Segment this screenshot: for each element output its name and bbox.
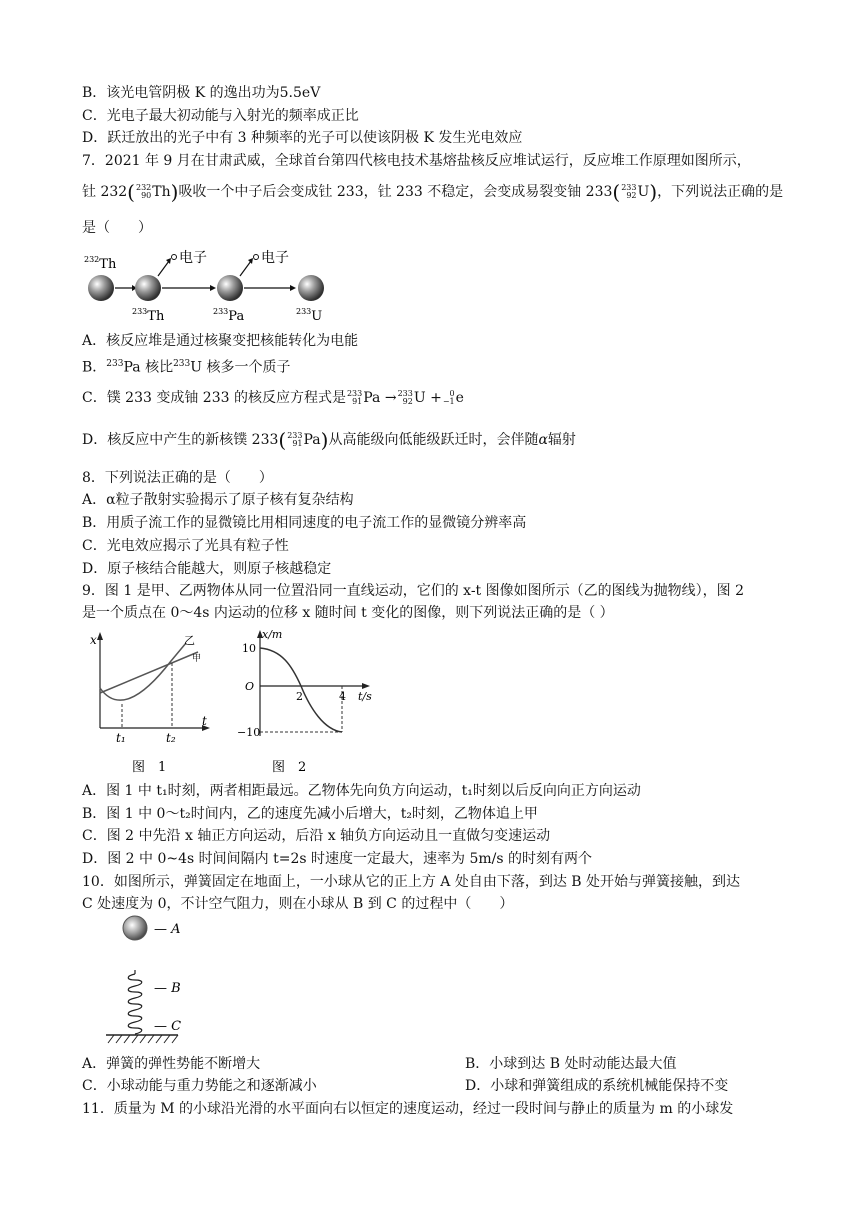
q7-nucleus-th233 [135,275,161,301]
q7-stem-line2: 钍 232( 232 90 Th)吸收一个中子后会变成钍 233，钍 233 不稳定，会变成易裂变铀 233( 233 92 U)，下列说法正确的是 [82,180,784,204]
q7-label-u233: $^{233}$U [296,307,323,324]
q7-stem-end: ，下列说法正确的是 [657,184,784,200]
q7-u-sym: U [637,184,650,200]
q6-option-d: D．跃迁放出的光子中有 3 种频率的光子可以使该阴极 K 发生光电效应 [82,130,523,146]
q10-option-c: C．小球动能与重力势能之和逐渐减小 [82,1078,317,1094]
q9-fig1-caption: 图 1 [132,760,167,775]
q11-stem-line1: 11．质量为 M 的小球沿光滑的水平面向右以恒定的速度运动，经过一段时间与静止的质量为 m 的小球发 [82,1101,734,1117]
q6-option-c: C．光电子最大初动能与入射光的频率成正比 [82,108,359,124]
q7-u-iso: 233 92 [621,183,637,200]
q10-option-d: D．小球和弹簧组成的系统机械能保持不变 [465,1078,729,1094]
q7-nucleus-u233 [298,275,324,301]
q10-options-row1 [82,1054,677,1074]
q9-figure-1 [86,630,226,776]
q9-fig1-jia-label: 甲 [192,654,202,664]
q10-label-b: — B [154,981,181,996]
q10-spring-figure [104,912,214,1044]
q9-fig1-t2-label: t₂ [166,731,176,745]
q10-stem-line2: C 处速度为 0，不计空气阻力，则在小球从 B 到 C 的过程中（ ） [82,896,514,912]
q7-stem-line3: 是（ ） [82,220,152,236]
q9-fig2-tick-4: 4 [339,690,346,703]
q9-fig1-t1-label: t₁ [116,731,126,745]
q7-option-d: D．核反应中产生的新核镤 233( 233 91 Pa)从高能级向低能级跃迁时，会伴随α辐射 [82,428,576,452]
q7-nucleus-pa233 [217,275,243,301]
q9-fig1-x-label: x [90,633,97,647]
q7-th-sym: Th [152,184,171,200]
q9-fig2-tick-2: 2 [296,690,303,703]
q9-fig1-line-jia [100,652,198,693]
q9-stem-line2: 是一个质点在 0～4s 内运动的位移 x 随时间 t 变化的图像，则下列说法正确的是（ ） [82,605,614,621]
q9-stem-line1: 9．图 1 是甲、乙两物体从同一位置沿同一直线运动，它们的 x-t 图像如图所示（乙的图线为抛物线），图 2 [82,583,744,599]
q7-reaction-diagram [82,246,342,326]
q7-electron-label-1: 电子 [179,250,207,266]
q7-th-iso: 232 90 [135,183,152,200]
q9-option-a: A．图 1 中 t₁时刻，两者相距最远。乙物体先向负方向运动，t₁时刻以后反向向正方向运动 [82,783,641,799]
q9-option-c: C．图 2 中先沿 x 轴正方向运动，后沿 x 轴负方向运动且一直做匀变速运动 [82,828,551,844]
q9-option-b: B．图 1 中 0～t₂时间内，乙的速度先减小后增大，t₂时刻，乙物体追上甲 [82,806,538,822]
q8-option-a: A．α粒子散射实验揭示了原子核有复杂结构 [82,492,354,508]
q8-option-d: D．原子核结合能越大，则原子核越稳定 [82,561,332,577]
q7-electron-label-2: 电子 [261,250,289,266]
q9-fig1-curve-yi [100,643,186,700]
q7-option-a: A．核反应堆是通过核聚变把核能转化为电能 [82,333,359,349]
q10-label-a: — A [154,922,181,937]
q10-option-a: A．弹簧的弹性势能不断增大 [82,1056,261,1072]
q9-fig2-y10: 10 [242,642,256,655]
q7-label-th233: $^{233}$Th [132,307,165,324]
q10-stem-line1: 10．如图所示，弹簧固定在地面上，一小球从它的正上方 A 处自由下落，到达 B 处开始与弹簧接触，到达 [82,874,741,890]
q10-spring [128,974,142,1034]
q7-stem-mid: 吸收一个中子后会变成钍 233，钍 233 不稳定，会变成易裂变铀 233 [178,184,613,200]
q9-option-d: D．图 2 中 0~4s 时间间隔内 t=2s 时速度一定最大，速率为 5m/s 的时刻有两个 [82,851,592,867]
q9-fig2-caption: 图 2 [272,760,307,775]
q7-label-pa233: $^{233}$Pa [213,307,245,324]
q9-fig1-yi-label: 乙 [184,634,195,647]
q9-fig2-origin: O [245,680,255,693]
q8-option-b: B．用质子流工作的显微镜比用相同速度的电子流工作的显微镜分辨率高 [82,515,527,531]
q7-label-th232: $^{232}$Th [84,255,117,272]
q9-fig2-y-label: x/m [262,628,283,641]
q6-option-b: B．该光电管阴极 K 的逸出功为5.5eV [82,85,321,101]
q9-figure-2 [236,628,382,776]
q10-options-row2 [82,1076,729,1096]
q8-option-c: C．光电效应揭示了光具有粒子性 [82,538,289,554]
q10-option-b: B．小球到达 B 处时动能达最大值 [465,1056,677,1072]
q9-fig2-ym10: −10 [237,726,261,739]
q7-option-c: C．镤 233 变成铀 233 的核反应方程式是 233 91 Pa → 233 92 U + 0 −1 e [82,389,464,406]
q8-stem: 8．下列说法正确的是（ ） [82,470,273,486]
q9-fig2-t-label: t/s [358,690,372,703]
q10-ball [123,916,147,940]
q7-nucleus-th232 [88,275,114,301]
q7-stem-line1: 7．2021 年 9 月在甘肃武威，全球首台第四代核电技术基熔盐核反应堆试运行，反应堆工作原理如图所示， [82,153,751,169]
q10-label-c: — C [154,1019,182,1034]
q7-option-b: B．$^{233}$Pa 核比$^{233}$U 核多一个质子 [82,359,291,376]
q7-th232-text: 钍 232 [82,184,128,200]
q9-fig1-t-label: t [202,714,207,728]
